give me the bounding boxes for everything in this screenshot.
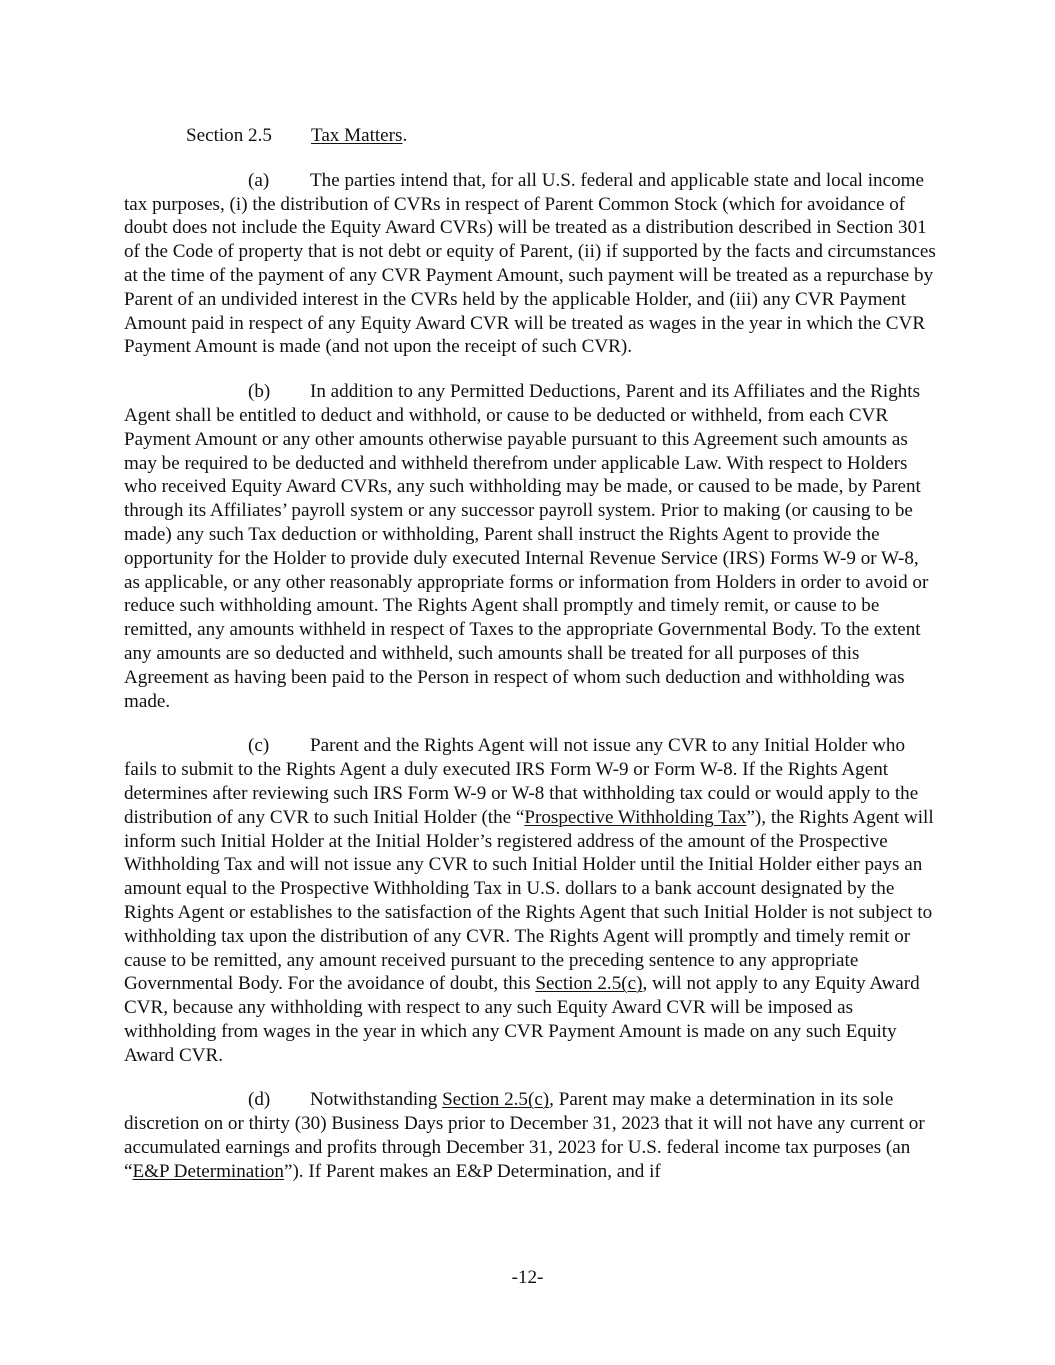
paragraph-text: , will not apply to any Equity Award CVR, because any withholding with respect to any such Equity Award CVR will be imposed as withholding from wages in the year in which any CVR Payment Amount is made on any such Equity Award CVR. [124,973,920,1066]
paragraph-label: (a) [248,169,270,191]
section-title: Tax Matters [311,125,403,146]
defined-term-ep-determination: E&P Determination [132,1160,284,1182]
paragraph-text: Parent and the Rights Agent will not issue any CVR to any Initial Holder who fails to submit to the Rights Agent a duly executed IRS Form W-9 or Form W-8. If the Rights Agent determines after reviewing such IRS Form W-9 or W-8 that withholding tax could or would apply to the distribution of any CVR to such Initial Holder (the “ [124,735,919,828]
paragraph-text: ”), the Rights Agent will inform such Initial Holder at the Initial Holder’s registered address of the amount of the Prospective Withholding Tax and will not issue any CVR to such Initial Holder until the Initial Holder either pays an amount equal to the Prospective Withholding Tax in U.S. dollars to a bank account designated by the Rights Agent or establishes to the satisfaction of the Rights Agent that such Initial Holder is not subject to withholding tax upon the distribution of any CVR. The Rights Agent will promptly and timely remit or cause to be remitted, any amount received pursuant to the preceding sentence to any appropriate Governmental Body. For the avoidance of doubt, this [124,806,934,995]
section-title-suffix: . [402,125,408,146]
paragraph-d [124,1088,936,1183]
paragraph-label: (b) [248,381,271,403]
section-number: Section 2.5 [186,125,272,146]
paragraph-label: (d) [248,1089,271,1111]
paragraph-b [124,380,936,713]
defined-term-prospective-withholding-tax: Prospective Withholding Tax [524,806,747,828]
paragraph-label: (c) [248,735,270,757]
paragraph-a [124,169,936,359]
cross-reference-section-2-5-c: Section 2.5(c) [535,973,643,995]
paragraph-text: , Parent may make a determination in its sole discretion on or thirty (30) Business Days prior to December 31, 2023 that it will not have any current or accumulated earnings and profits through December 31, 2023 for U.S. federal income tax purposes (an “ [124,1089,925,1182]
paragraph-text: Notwithstanding [310,1089,443,1111]
document-body [124,124,936,1205]
paragraph-text: ”). If Parent makes an E&P Determination, and if [283,1160,661,1182]
page-number: -12- [511,1267,544,1288]
paragraph-text: The parties intend that, for all U.S. federal and applicable state and local income tax purposes, (i) the distribution of CVRs in respect of Parent Common Stock (which for avoidance of doubt does not include the Equity Award CVRs) will be treated as a distribution described in Section 301 of the Code of property that is not debt or equity of Parent, (ii) if supported by the facts and circumstances at the time of the payment of any CVR Payment Amount, such payment will be treated as a repurchase by Parent of an undivided interest in the CVRs held by the applicable Holder, and (iii) any CVR Payment Amount paid in respect of any Equity Award CVR will be treated as wages in the year in which the CVR Payment Amount is made (and not upon the receipt of such CVR). [124,169,936,358]
paragraph-c [124,734,936,1067]
section-heading [124,124,936,148]
cross-reference-section-2-5-c: Section 2.5(c) [442,1089,550,1111]
paragraph-text: In addition to any Permitted Deductions, Parent and its Affiliates and the Rights Agent shall be entitled to deduct and withhold, or cause to be deducted or withheld, from each CVR Payment Amount or any other amounts otherwise payable pursuant to this Agreement such amounts as may be required to be deducted and withheld therefrom under applicable Law. With respect to Holders who received Equity Award CVRs, any such withholding may be made, or caused to be made, by Parent through its Affiliates’ payroll system or any successor payroll system. Prior to making (or causing to be made) any such Tax deduction or withholding, Parent shall instruct the Rights Agent to provide the opportunity for the Holder to provide duly executed Internal Revenue Service (IRS) Forms W-9 or W-8, as applicable, or any other reasonably appropriate forms or information from Holders in order to avoid or reduce such withholding amount. The Rights Agent shall promptly and timely remit, or cause to be remitted, any amounts withheld in respect of Taxes to the appropriate Governmental Body. To the extent any amounts are so deducted and withheld, such amounts shall be treated for all purposes of this Agreement as having been paid to the Person in respect of whom such deduction and withholding was made. [124,381,929,712]
